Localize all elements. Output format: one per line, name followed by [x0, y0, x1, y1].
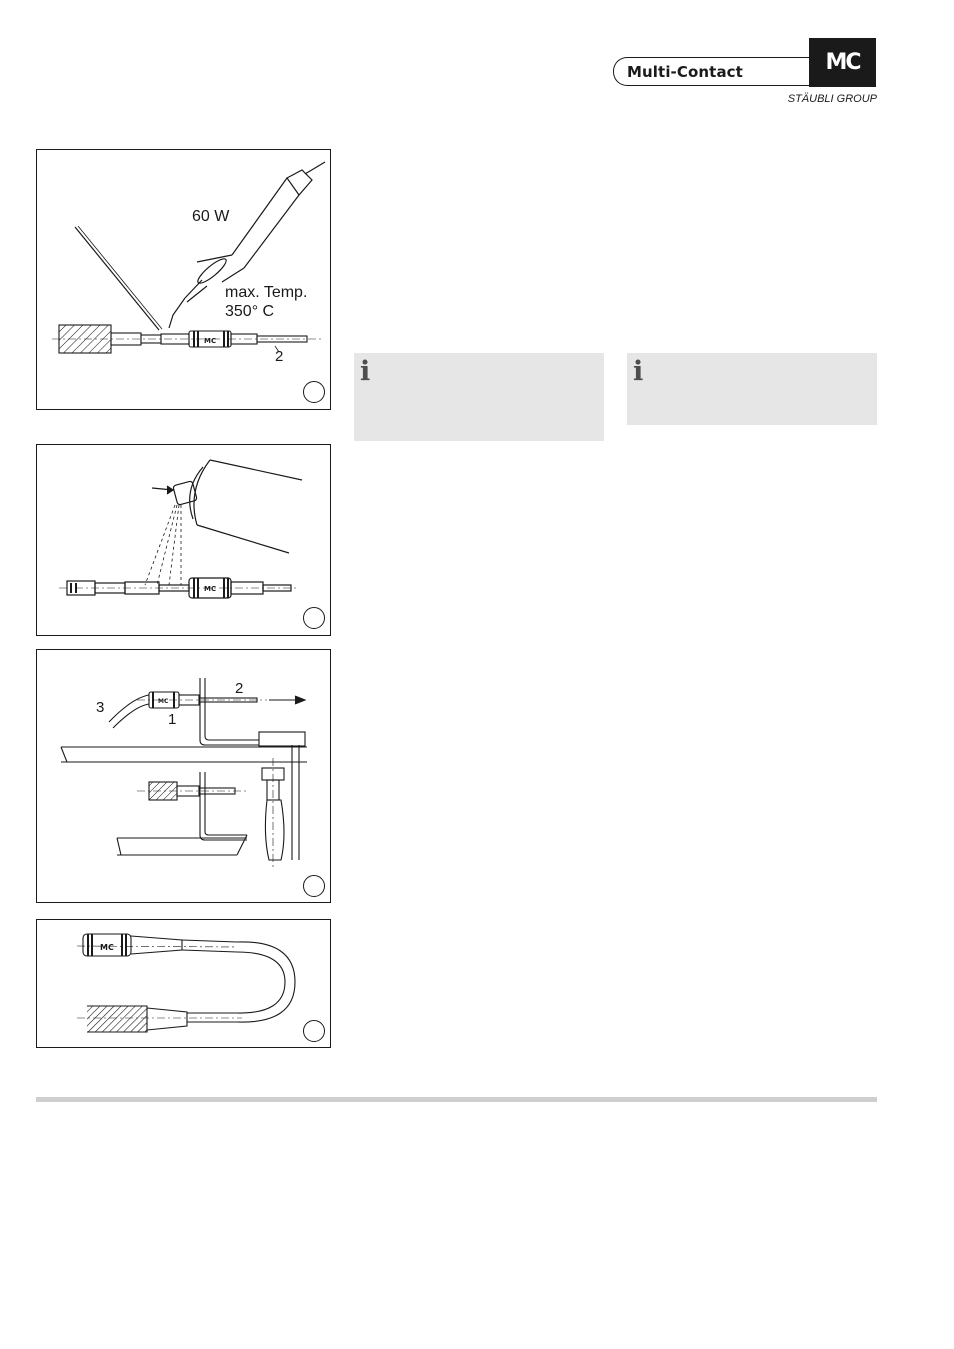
footer-divider — [36, 1097, 877, 1102]
figure-soldering — [36, 149, 331, 410]
figure-number-circle — [303, 381, 325, 403]
spray-drawing — [37, 445, 331, 636]
figure-spray — [36, 444, 331, 636]
fig4-connector-mark: MC — [100, 943, 114, 952]
figure-number-circle — [303, 875, 325, 897]
finished-cable-drawing — [37, 920, 331, 1048]
fig3-connector-mark: MC — [158, 698, 169, 705]
fig2-connector-mark: MC — [204, 585, 217, 593]
clamp-drawing — [37, 650, 331, 903]
fig1-connector-mark: MC — [204, 337, 217, 345]
figure-clamp — [36, 649, 331, 903]
fig1-temp-label-line2: 350° C — [225, 303, 275, 320]
brand-name-pill — [613, 57, 809, 86]
brand-mark-box — [809, 38, 876, 87]
info-icon: i — [360, 356, 371, 387]
fig3-part-3-label: 3 — [96, 699, 105, 716]
fig1-power-label: 60 W — [192, 208, 230, 225]
fig1-part-2-label: 2 — [275, 348, 284, 365]
brand-mark: MC — [825, 50, 860, 75]
fig1-temp-label-line1: max. Temp. — [225, 284, 308, 301]
figure-number-circle — [303, 1020, 325, 1042]
group-name: STÄUBLI GROUP — [787, 93, 877, 105]
fig3-part-2-label: 2 — [235, 680, 244, 697]
figure-finished-cable — [36, 919, 331, 1048]
soldering-drawing — [37, 150, 331, 410]
figure-number-circle — [303, 607, 325, 629]
info-icon: i — [633, 356, 644, 387]
fig3-part-1-label: 1 — [168, 711, 177, 728]
info-note-1 — [354, 353, 604, 441]
info-note-2 — [627, 353, 877, 425]
brand-name: Multi-Contact — [627, 62, 743, 81]
